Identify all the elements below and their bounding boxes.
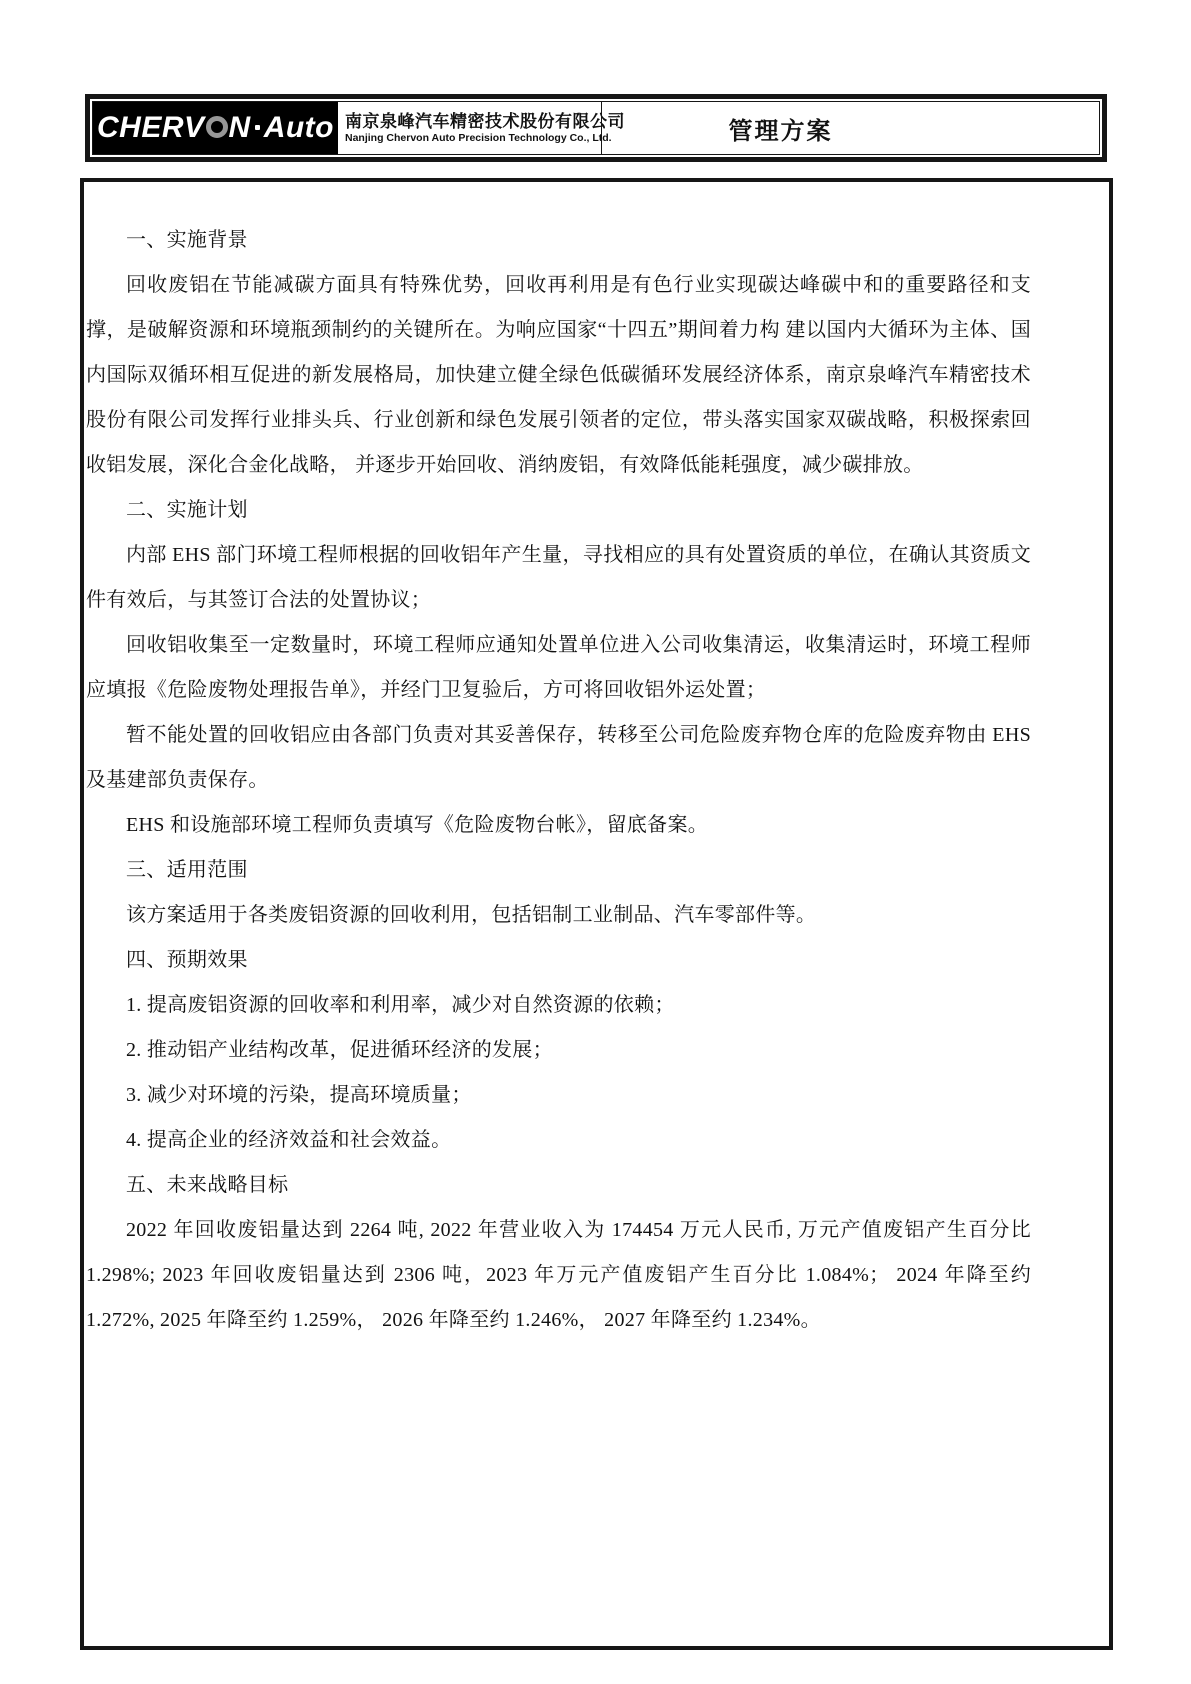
- paragraph-plan-4: EHS 和设施部环境工程师负责填写《危险废物台帐》，留底备案。: [126, 814, 709, 836]
- company-name-cell: [338, 102, 625, 154]
- logo-text-chery: CHERV: [97, 111, 205, 144]
- list-item-effect-2: 2. 推动铝产业结构改革，促进循环经济的发展；: [126, 1039, 553, 1061]
- section-heading-2: 二、实施计划: [126, 499, 248, 521]
- paragraph-strategy-targets: 2022 年回收废铝量达到 2264 吨, 2022 年营业收入为 174454 万元人民币, 万元产值废铝产生百分比 1.298%; 2023 年回收废铝量达到 2306 吨，2023 年万元产值废铝产生百分比 1.084%； 2024 年降至约 1.272%, 2025 年降至约 1.259%， 2026 年降至约 1.246%， 2027 年降至约 1.234%。: [86, 1219, 1031, 1331]
- header-table-inner: [92, 101, 1100, 155]
- list-item-effect-1: 1. 提高废铝资源的回收率和利用率，减少对自然资源的依赖；: [126, 994, 675, 1016]
- list-item-effect-4: 4. 提高企业的经济效益和社会效益。: [126, 1129, 452, 1151]
- logo-text-n: N: [228, 111, 251, 144]
- chervon-auto-logo: [97, 111, 334, 145]
- section-heading-3: 三、适用范围: [126, 859, 248, 881]
- paragraph-background: 回收废铝在节能减碳方面具有特殊优势，回收再利用是有色行业实现碳达峰碳中和的重要路径和支撑，是破解资源和环境瓶颈制约的关键所在。为响应国家“十四五”期间着力构 建以国内大循环为主体、国内国际双循环相互促进的新发展格局，加快建立健全绿色低碳循环发展经济体系，南京泉峰汽车精密技术股份有限公司发挥行业排头兵、行业创新和绿色发展引领者的定位，带头落实国家双碳战略，积极探索回收铝发展，深化合金化战略， 并逐步开始回收、消纳废铝，有效降低能耗强度，减少碳排放。: [86, 274, 1031, 476]
- document-title: 管理方案: [728, 117, 833, 145]
- paragraph-plan-1: 内部 EHS 部门环境工程师根据的回收铝年产生量，寻找相应的具有处置资质的单位，在确认其资质文件有效后，与其签订合法的处置协议；: [86, 544, 1031, 611]
- document-body: [80, 178, 1113, 1650]
- logo-o-ring-icon: [206, 116, 228, 138]
- company-name-cn: 南京泉峰汽车精密技术股份有限公司: [345, 112, 625, 131]
- paragraph-plan-2: 回收铝收集至一定数量时，环境工程师应通知处置单位进入公司收集清运，收集清运时，环境工程师应填报《危险废物处理报告单》，并经门卫复验后，方可将回收铝外运处置；: [86, 634, 1031, 701]
- section-heading-1: 一、实施背景: [126, 229, 248, 251]
- company-name-en: Nanjing Chervon Auto Precision Technology Co., Ltd.: [345, 132, 612, 144]
- section-heading-4: 四、预期效果: [126, 949, 248, 971]
- paragraph-plan-3: 暂不能处置的回收铝应由各部门负责对其妥善保存，转移至公司危险废弃物仓库的危险废弃物由 EHS 及基建部负责保存。: [86, 724, 1031, 791]
- company-logo: [93, 102, 338, 154]
- logo-text-auto: Auto: [263, 111, 334, 144]
- paragraph-scope: 该方案适用于各类废铝资源的回收利用，包括铝制工业制品、汽车零部件等。: [126, 904, 817, 926]
- section-heading-5: 五、未来战略目标: [126, 1174, 289, 1196]
- list-item-effect-3: 3. 减少对环境的污染，提高环境质量；: [126, 1084, 472, 1106]
- header-table: [85, 94, 1107, 162]
- logo-dot-separator-icon: [255, 125, 260, 130]
